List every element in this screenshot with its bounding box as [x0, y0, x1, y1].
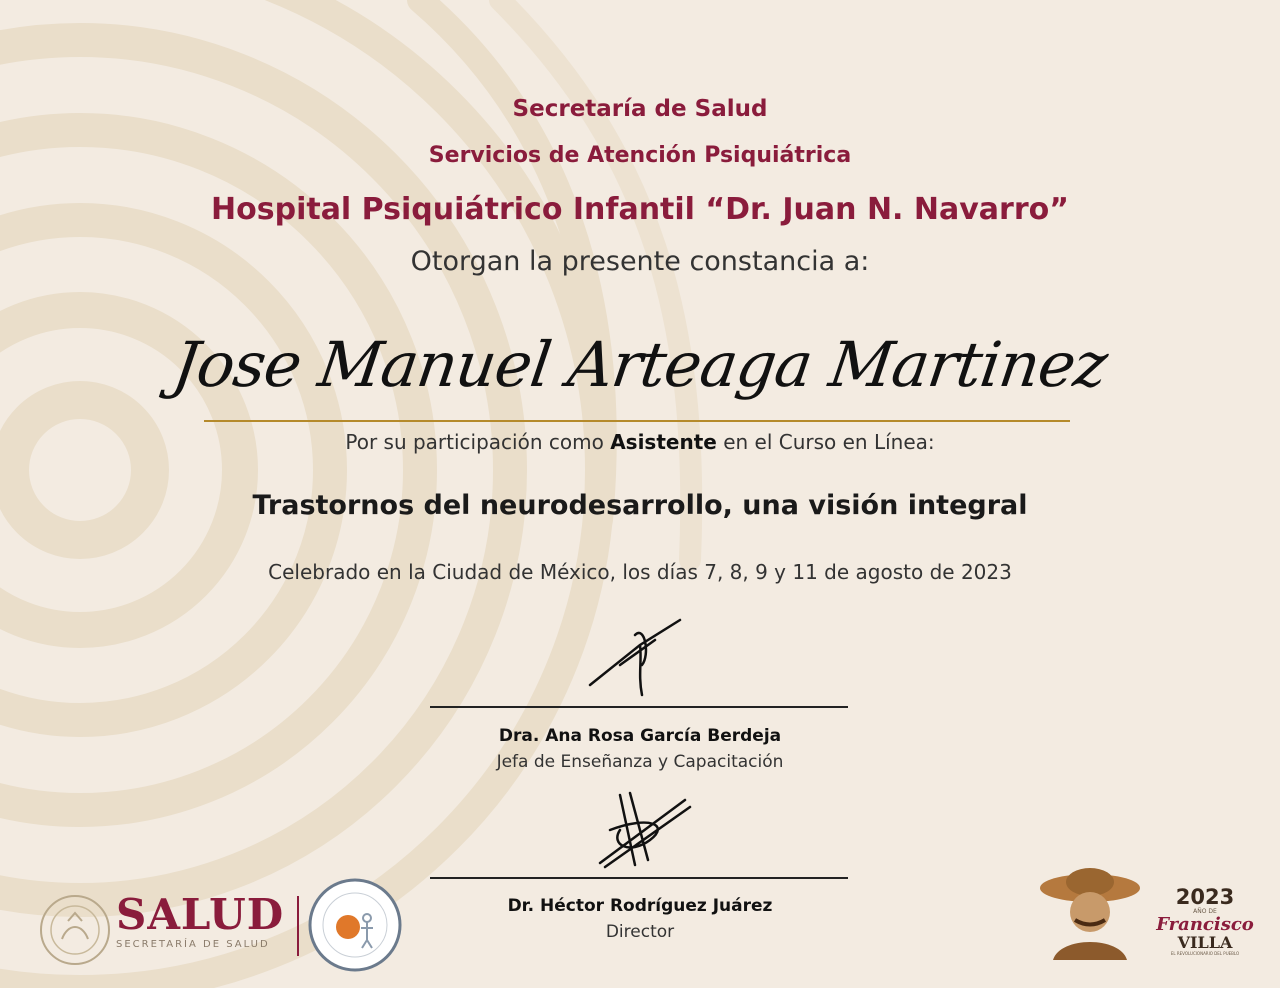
year-logo-name-1: Francisco — [1156, 914, 1254, 935]
recipient-name: Jose Manuel Arteaga Martinez — [168, 328, 1112, 401]
servicios-title: Servicios de Atención Psiquiátrica — [428, 143, 852, 168]
year-logo-tagline: EL REVOLUCIONARIO DEL PUEBLO — [1170, 951, 1240, 956]
course-title: Trastornos del neurodesarrollo, una visión integral — [252, 490, 1028, 521]
francisco-villa-year-logo — [1140, 886, 1270, 957]
salud-logo-text: SALUD — [116, 890, 285, 939]
signature-1-graphic — [580, 605, 690, 700]
hospital-title: Hospital Psiquiátrico Infantil “Dr. Juan N. Navarro” — [211, 192, 1069, 227]
participation-role: Asistente — [610, 430, 717, 454]
participation-text — [0, 430, 1280, 454]
mexico-seal-logo — [38, 893, 112, 967]
signatory-2-role: Director — [605, 922, 675, 942]
participation-prefix: Por su participación como — [345, 430, 604, 454]
salud-logo-subtext: SECRETARÍA DE SALUD — [116, 939, 270, 950]
francisco-villa-portrait-logo — [1035, 866, 1145, 960]
signature-2-graphic — [590, 785, 700, 875]
signatory-1-name: Dra. Ana Rosa García Berdeja — [498, 726, 782, 746]
logo-divider — [297, 896, 299, 956]
name-underline — [204, 420, 1070, 422]
year-logo-year: 2023 — [1175, 885, 1235, 909]
year-logo-name-2: VILLA — [1177, 933, 1233, 952]
signatory-1-role: Jefa de Enseñanza y Capacitación — [496, 752, 784, 772]
signature-1-line — [430, 706, 848, 708]
signatory-2-name: Dr. Héctor Rodríguez Juárez — [507, 896, 773, 916]
year-logo-subtext: AÑO DE — [1193, 908, 1217, 915]
salud-logo — [116, 890, 285, 950]
signature-2-line — [430, 877, 848, 879]
secretaria-title: Secretaría de Salud — [512, 96, 768, 122]
event-details: Celebrado en la Ciudad de México, los días 7, 8, 9 y 11 de agosto de 2023 — [268, 560, 1012, 584]
participation-suffix: en el Curso en Línea: — [723, 430, 935, 454]
awarding-text: Otorgan la presente constancia a: — [410, 246, 870, 277]
hospital-seal-logo — [308, 878, 402, 972]
